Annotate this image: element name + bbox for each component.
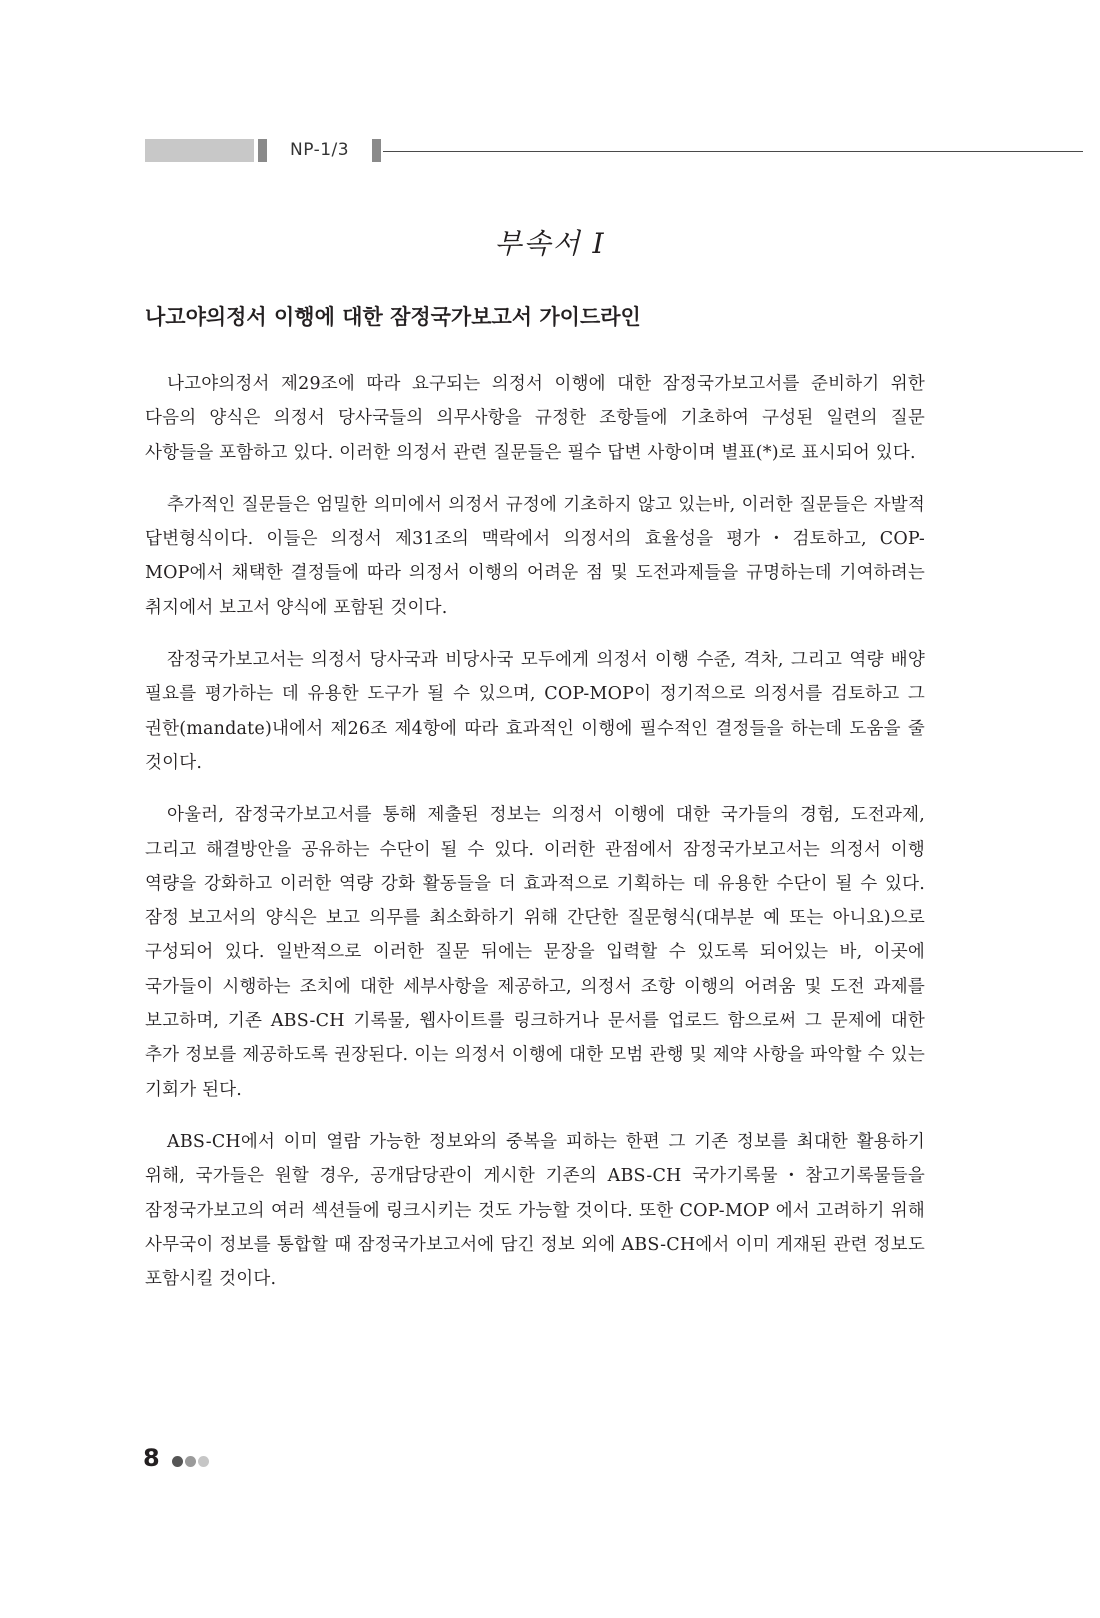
header-gray-bar [145, 139, 254, 162]
annex-title: 부속서 I [494, 227, 606, 260]
header-rule [383, 151, 1083, 152]
paragraph-3: 잠정국가보고서는 의정서 당사국과 비당사국 모두에게 의정서 이행 수준, 격차, 그리고 역량 배양 필요를 평가하는 데 유용한 도구가 될 수 있으며, COP-MOP이 정기적으로 의정서를 검토하고 그 권한(mandate)내에서 제26조 제4항에 따라 효과적인 이행에 필수적인 결정들을 하는데 도움을 줄 것이다. [145, 650, 925, 773]
page-number: 8 [143, 1444, 160, 1472]
body-text [145, 367, 925, 1314]
dot-dark [172, 1456, 183, 1467]
section-title: 나고야의정서 이행에 대한 잠정국가보고서 가이드라인 [145, 305, 641, 329]
paragraph-5: ABS-CH에서 이미 열람 가능한 정보와의 중복을 피하는 한편 그 기존 정보를 최대한 활용하기 위해, 국가들은 원할 경우, 공개담당관이 게시한 기존의 ABS-CH 국가기록물・참고기록물들을 잠정국가보고의 여러 섹션들에 링크시키는 것도 가능할 것이다. 또한 COP-MOP 에서 고려하기 위해 사무국이 정보를 통합할 때 잠정국가보고서에 담긴 정보 외에 ABS-CH에서 이미 게재된 관련 정보도 포함시킬 것이다. [145, 1131, 925, 1290]
dot-light [198, 1456, 209, 1467]
paragraph-2: 추가적인 질문들은 엄밀한 의미에서 의정서 규정에 기초하지 않고 있는바, 이러한 질문들은 자발적 답변형식이다. 이들은 의정서 제31조의 맥락에서 의정서의 효율성을 평가・검토하고, COP-MOP에서 채택한 결정들에 따라 의정서 이행의 어려운 점 및 도전과제들을 규명하는데 기여하려는 취지에서 보고서 양식에 포함된 것이다. [145, 494, 925, 618]
header-doc-code: NP-1/3 [290, 140, 350, 160]
header-tick-left [258, 139, 267, 162]
paragraph-1: 나고야의정서 제29조에 따라 요구되는 의정서 이행에 대한 잠정국가보고서를 준비하기 위한 다음의 양식은 의정서 당사국들의 의무사항을 규정한 조항들에 기초하여 구성된 일련의 질문 사항들을 포함하고 있다. 이러한 의정서 관련 질문들은 필수 답변 사항이며 별표(*)로 표시되어 있다. [145, 374, 925, 463]
header-tick-right [372, 139, 381, 162]
paragraph-4: 아울러, 잠정국가보고서를 통해 제출된 정보는 의정서 이행에 대한 국가들의 경험, 도전과제, 그리고 해결방안을 공유하는 수단이 될 수 있다. 이러한 관점에서 잠정국가보고서는 의정서 이행 역량을 강화하고 이러한 역량 강화 활동들을 더 효과적으로 기획하는 데 유용한 수단이 될 수 있다. 잠정 보고서의 양식은 보고 의무를 최소화하기 위해 간단한 질문형식(대부분 예 또는 아니요)으로 구성되어 있다. 일반적으로 이러한 질문 뒤에는 문장을 입력할 수 있도록 되어있는 바, 이곳에 국가들이 시행하는 조치에 대한 세부사항을 제공하고, 의정서 조항 이행의 어려움 및 도전 과제를 보고하며, 기존 ABS-CH 기록물, 웹사이트를 링크하거나 문서를 업로드 함으로써 그 문제에 대한 추가 정보를 제공하도록 권장된다. 이는 의정서 이행에 대한 모범 관행 및 제약 사항을 파악할 수 있는 기회가 된다. [145, 805, 925, 1100]
dot-mid [185, 1456, 196, 1467]
